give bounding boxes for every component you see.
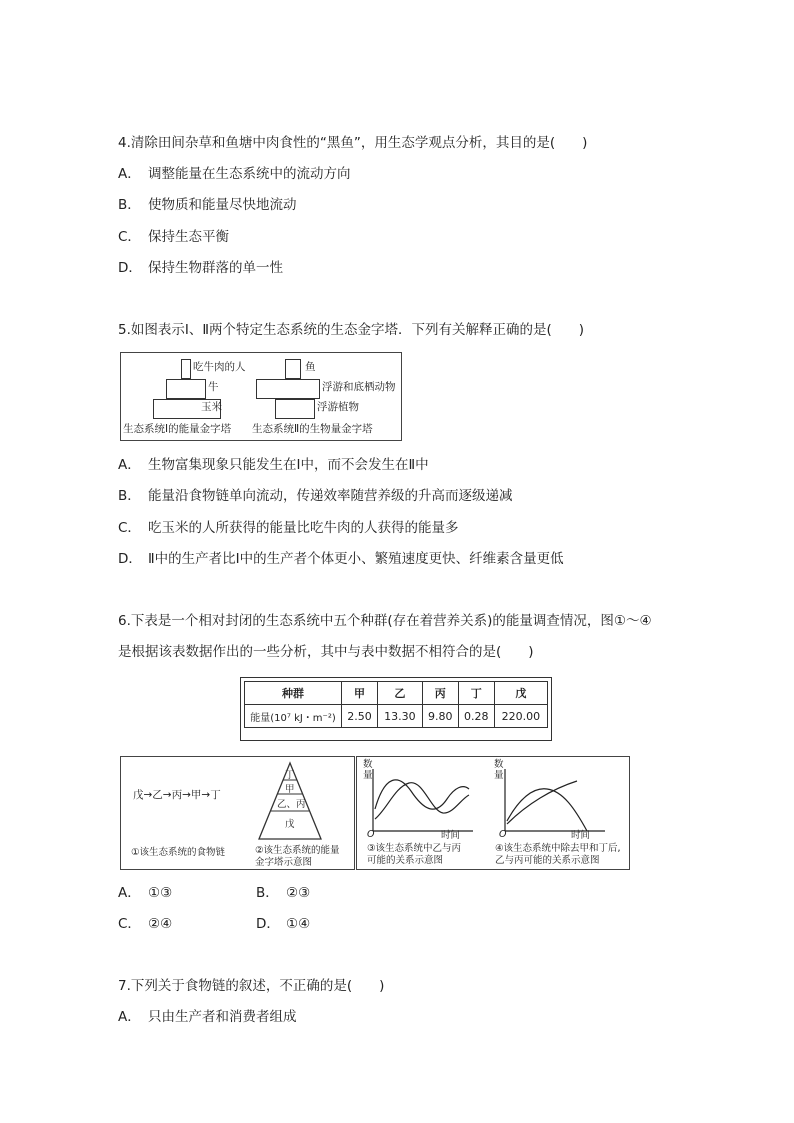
q5-option-c: C． 吃玉米的人所获得的能量比吃牛肉的人获得的能量多 bbox=[118, 520, 459, 536]
f3-origin: O bbox=[367, 829, 375, 840]
q5-option-a: A． 生物富集现象只能发生在Ⅰ中，而不会发生在Ⅱ中 bbox=[118, 457, 429, 473]
q6-stem-line2: 是根据该表数据作出的一些分析，其中与表中数据不相符合的是( ) bbox=[118, 644, 534, 660]
q6-energy-table bbox=[244, 681, 548, 728]
table-cell: 2.50 bbox=[342, 705, 378, 728]
table-header-cell: 乙 bbox=[378, 682, 423, 705]
table-row bbox=[245, 705, 548, 728]
table-cell: 13.30 bbox=[378, 705, 423, 728]
q6-figure-1-2 bbox=[120, 756, 355, 870]
f2-level-1: 丁 bbox=[285, 770, 295, 781]
f3-caption-1: ③该生态系统中乙与丙 bbox=[367, 843, 462, 854]
q4-option-a: A． 调整能量在生态系统中的流动方向 bbox=[118, 166, 351, 182]
q4-option-d: D． 保持生物群落的单一性 bbox=[118, 260, 283, 276]
pyramid2-label-top: 鱼 bbox=[305, 361, 316, 373]
f4-graph bbox=[497, 769, 607, 835]
q6-option-b: B． ②③ bbox=[256, 885, 311, 901]
pyramid2-label-base: 浮游植物 bbox=[317, 401, 359, 413]
q6-option-a: A． ①③ bbox=[118, 885, 173, 901]
q4-option-c: C． 保持生态平衡 bbox=[118, 229, 229, 245]
f3-graph bbox=[365, 769, 475, 835]
pyramid2-mid-block bbox=[256, 379, 320, 399]
q6-stem-line1: 6.下表是一个相对封闭的生态系统中五个种群(存在着营养关系)的能量调查情况，图①～④ bbox=[118, 613, 652, 629]
q5-figure bbox=[120, 352, 402, 441]
table-header-cell: 丙 bbox=[422, 682, 458, 705]
f4-caption-2: 乙与丙可能的关系示意图 bbox=[495, 855, 600, 866]
table-cell: 0.28 bbox=[458, 705, 494, 728]
q6-option-c: C． ②④ bbox=[118, 916, 173, 932]
f4-ylabel-2: 量 bbox=[494, 770, 504, 781]
q5-stem: 5.如图表示Ⅰ、Ⅱ两个特定生态系统的生态金字塔．下列有关解释正确的是( ) bbox=[118, 322, 585, 338]
pyramid1-label-mid: 牛 bbox=[208, 381, 219, 393]
q4-option-b: B． 使物质和能量尽快地流动 bbox=[118, 197, 297, 213]
table-header-cell: 戊 bbox=[494, 682, 547, 705]
f2-level-4: 戊 bbox=[285, 819, 295, 830]
pyramid1-caption: 生态系统Ⅰ的能量金字塔 bbox=[123, 423, 232, 435]
f3-xlabel: 时间 bbox=[441, 830, 461, 841]
f3-ylabel-2: 量 bbox=[363, 770, 373, 781]
pyramid2-top-block bbox=[285, 359, 301, 379]
f4-xlabel: 时间 bbox=[571, 830, 591, 841]
f4-ylabel-1: 数 bbox=[494, 759, 504, 770]
table-header-cell: 种群 bbox=[245, 682, 342, 705]
f4-origin: O bbox=[499, 829, 507, 840]
q7-stem: 7.下列关于食物链的叙述，不正确的是( ) bbox=[118, 978, 385, 994]
f1-caption: ①该生态系统的食物链 bbox=[131, 847, 226, 858]
table-row-label: 能量(10⁷ kJ・m⁻²) bbox=[245, 705, 342, 728]
f4-caption-1: ④该生态系统中除去甲和丁后, bbox=[495, 843, 621, 854]
pyramid1-top-block bbox=[181, 359, 191, 379]
table-cell: 220.00 bbox=[494, 705, 547, 728]
f3-caption-2: 可能的关系示意图 bbox=[367, 855, 444, 866]
f2-level-3: 乙、丙 bbox=[277, 799, 306, 810]
f3-ylabel-1: 数 bbox=[363, 759, 373, 770]
f2-caption-1: ②该生态系统的能量 bbox=[255, 845, 340, 856]
pyramid1-mid-block bbox=[166, 379, 206, 399]
f1-food-chain: 戊→乙→丙→甲→丁 bbox=[133, 789, 221, 801]
pyramid2-base-block bbox=[275, 399, 315, 419]
pyramid1-label-base: 玉米 bbox=[201, 401, 222, 413]
pyramid2-caption: 生态系统Ⅱ的生物量金字塔 bbox=[252, 423, 373, 435]
table-cell: 9.80 bbox=[422, 705, 458, 728]
q7-option-a: A． 只由生产者和消费者组成 bbox=[118, 1009, 297, 1025]
table-header-cell: 甲 bbox=[342, 682, 378, 705]
q4-stem: 4.清除田间杂草和鱼塘中肉食性的“黑鱼”，用生态学观点分析，其目的是( ) bbox=[118, 135, 588, 151]
f2-caption-2: 金字塔示意图 bbox=[255, 857, 313, 868]
f2-level-2: 甲 bbox=[285, 784, 295, 795]
pyramid1-label-top: 吃牛肉的人 bbox=[193, 361, 246, 373]
pyramid2-label-mid: 浮游和底栖动物 bbox=[322, 381, 396, 393]
q5-option-b: B． 能量沿食物链单向流动，传递效率随营养级的升高而逐级递减 bbox=[118, 488, 513, 504]
table-header-cell: 丁 bbox=[458, 682, 494, 705]
q6-figure-3-4 bbox=[356, 756, 630, 870]
q6-option-d: D． ①④ bbox=[256, 916, 311, 932]
q5-option-d: D． Ⅱ中的生产者比Ⅰ中的生产者个体更小、繁殖速度更快、纤维素含量更低 bbox=[118, 551, 564, 567]
table-header-row bbox=[245, 682, 548, 705]
